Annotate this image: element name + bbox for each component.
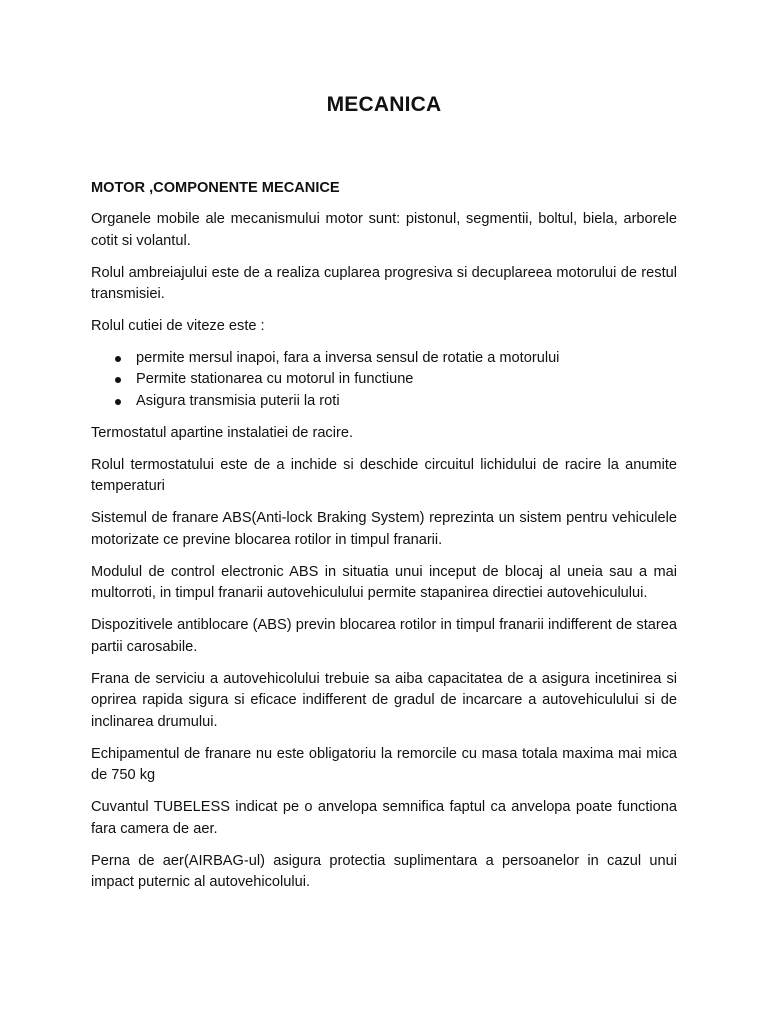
paragraph-airbag: Perna de aer(AIRBAG-ul) asigura protectia suplimentara a persoanelor in cazul unui impact puternic al autovehicolului. bbox=[91, 852, 677, 890]
paragraph-thermostat-role: Rolul termostatului este de a inchide si deschide circuitul lichidului de racire la anumite temperaturi bbox=[91, 456, 677, 494]
list-item-text: permite mersul inapoi, fara a inversa sensul de rotatie a motorului bbox=[136, 349, 560, 366]
section-heading: MOTOR ,COMPONENTE MECANICE bbox=[91, 180, 340, 196]
gearbox-role-list bbox=[91, 348, 677, 413]
paragraph-antilock-devices: Dispozitivele antiblocare (ABS) previn blocarea rotilor in timpul franarii indifferent de starea partii carosabile. bbox=[91, 617, 677, 655]
paragraph-mobile-organs: Organele mobile ale mecanismului motor sunt: pistonul, segmentii, boltul, biela, arborele cotit si volantul. bbox=[91, 211, 677, 249]
list-item bbox=[91, 369, 677, 391]
paragraph-service-brake: Frana de serviciu a autovehicolului trebuie sa aiba capacitatea de a asigura incetinirea si oprirea rapida sigura si eficace indifferent de gradul de incarcare a autovehiculului si de inclinarea drumului. bbox=[91, 670, 677, 730]
bullet-icon bbox=[115, 356, 121, 362]
bullet-icon bbox=[115, 399, 121, 405]
paragraph-abs-system: Sistemul de franare ABS(Anti-lock Braking System) reprezinta un sistem pentru vehiculele motorizate ce previne blocarea rotilor in timpul franarii. bbox=[91, 510, 677, 548]
list-item-text: Permite stationarea cu motorul in functiune bbox=[136, 371, 414, 387]
bullet-icon bbox=[115, 377, 121, 383]
paragraph-abs-module: Modulul de control electronic ABS in situatia unui inceput de blocaj al uneia sau a mai multorroti, in timpul franarii autovehiculului permite stapanirea directiei autovehiculului. bbox=[91, 563, 677, 601]
paragraph-clutch: Rolul ambreiajului este de a realiza cuplarea progresiva si decuplareea motorului de restul transmisiei. bbox=[91, 264, 677, 302]
gearbox-list-intro: Rolul cutiei de viteze este : bbox=[91, 318, 265, 334]
list-item bbox=[91, 348, 677, 370]
paragraph-tubeless: Cuvantul TUBELESS indicat pe o anvelopa semnifica faptul ca anvelopa poate functiona fara camera de aer. bbox=[91, 799, 677, 837]
paragraph-braking-equipment: Echipamentul de franare nu este obligatoriu la remorcile cu masa totala maxima mai mica de 750 kg bbox=[91, 745, 677, 783]
list-item bbox=[91, 391, 677, 413]
list-item-text: Asigura transmisia puterii la roti bbox=[136, 392, 340, 409]
page-title: MECANICA bbox=[326, 93, 442, 116]
paragraph-thermostat: Termostatul apartine instalatiei de racire. bbox=[91, 424, 354, 441]
document-body bbox=[91, 178, 677, 904]
